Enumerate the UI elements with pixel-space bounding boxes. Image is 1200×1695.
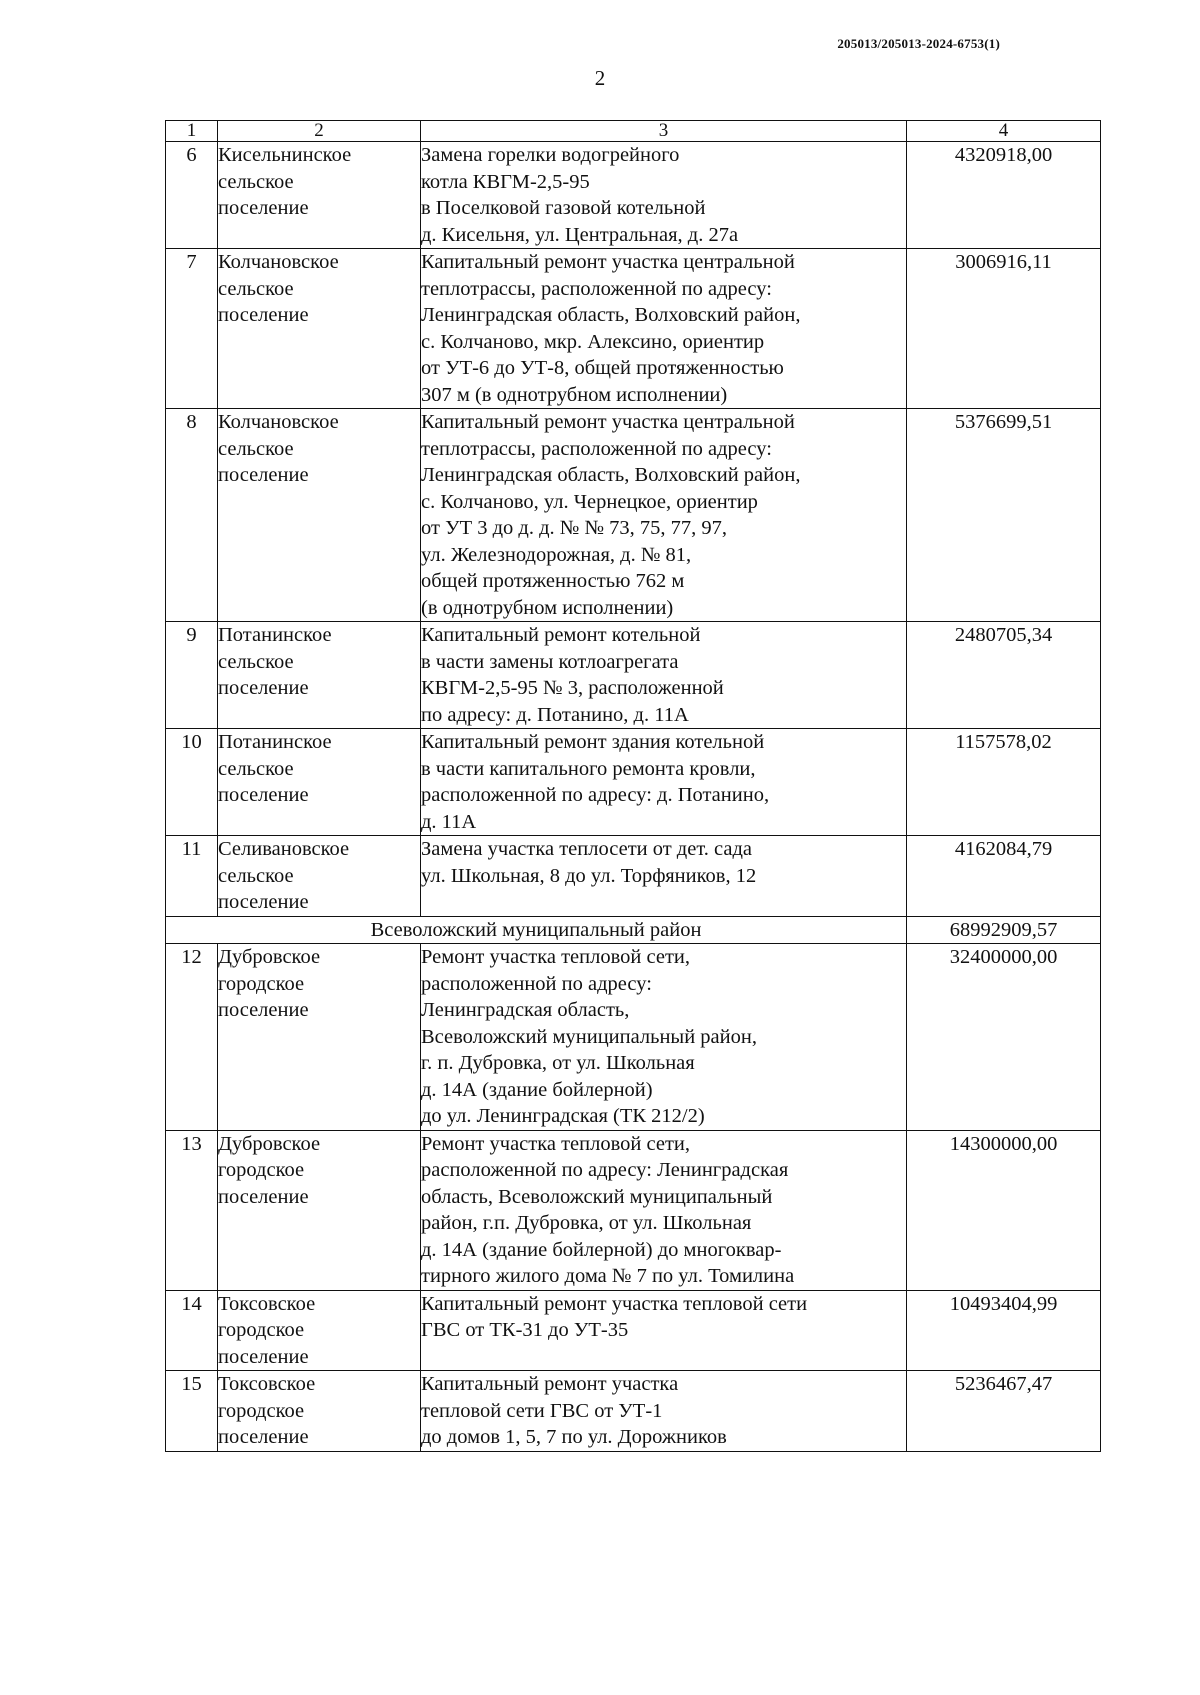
settlement-name: Потанинское сельское поселение (218, 729, 421, 836)
amount-value: 5236467,47 (907, 1371, 1101, 1452)
work-description: Капитальный ремонт участка тепловой сети ГВС от УТ-1 до домов 1, 5, 7 по ул. Дорожников (421, 1371, 907, 1452)
work-description: Капитальный ремонт котельной в части замены котлоагрегата КВГМ-2,5-95 № 3, расположенной по адресу: д. Потанино, д. 11А (421, 622, 907, 729)
work-description: Капитальный ремонт здания котельной в части капитального ремонта кровли, расположенной по адресу: д. Потанино, д. 11А (421, 729, 907, 836)
column-header-4: 4 (907, 121, 1101, 142)
column-header-1: 1 (166, 121, 218, 142)
table-row (166, 622, 1101, 729)
work-description: Замена горелки водогрейного котла КВГМ-2,5-95 в Поселковой газовой котельной д. Кисельня, ул. Центральная, д. 27а (421, 142, 907, 249)
amount-value: 3006916,11 (907, 249, 1101, 409)
amount-value: 5376699,51 (907, 409, 1101, 622)
row-number: 14 (166, 1290, 218, 1371)
amount-value: 1157578,02 (907, 729, 1101, 836)
page-number: 2 (594, 66, 606, 90)
district-subtotal-row (166, 916, 1101, 944)
column-header-2: 2 (218, 121, 421, 142)
row-number: 11 (166, 836, 218, 917)
header-row (166, 121, 1101, 142)
table-row (166, 1290, 1101, 1371)
table-row (166, 142, 1101, 249)
column-header-3: 3 (421, 121, 907, 142)
district-name: Всеволожский муниципальный район (166, 916, 907, 944)
table-body (166, 121, 1101, 1452)
table-row (166, 1371, 1101, 1452)
settlement-name: Селивановское сельское поселение (218, 836, 421, 917)
row-number: 15 (166, 1371, 218, 1452)
amount-value: 32400000,00 (907, 944, 1101, 1131)
row-number: 6 (166, 142, 218, 249)
settlement-name: Потанинское сельское поселение (218, 622, 421, 729)
table-row (166, 836, 1101, 917)
amount-value: 10493404,99 (907, 1290, 1101, 1371)
document-id: 205013/205013-2024-6753(1) (837, 36, 1000, 51)
table-row (166, 729, 1101, 836)
row-number: 10 (166, 729, 218, 836)
row-number: 9 (166, 622, 218, 729)
amount-value: 4162084,79 (907, 836, 1101, 917)
settlement-name: Колчановское сельское поселение (218, 249, 421, 409)
settlement-name: Токсовское городское поселение (218, 1371, 421, 1452)
amount-value: 4320918,00 (907, 142, 1101, 249)
row-number: 12 (166, 944, 218, 1131)
registry-table (165, 120, 1101, 1452)
table-row (166, 1130, 1101, 1290)
amount-value: 2480705,34 (907, 622, 1101, 729)
settlement-name: Кисельнинское сельское поселение (218, 142, 421, 249)
district-amount: 68992909,57 (907, 916, 1101, 944)
work-description: Капитальный ремонт участка тепловой сети ГВС от ТК-31 до УТ-35 (421, 1290, 907, 1371)
table-row (166, 944, 1101, 1131)
table-row (166, 409, 1101, 622)
work-description: Капитальный ремонт участка центральной теплотрассы, расположенной по адресу: Ленинградская область, Волховский район, с. Колчаново, ул. Чернецкое, ориентир от УТ 3 до д. д. № № 73, 75, 77, 97, ул. Железнодорожная, д. № 81, общей протяженностью 762 м (в однотрубном исполнении) (421, 409, 907, 622)
work-description: Ремонт участка тепловой сети, расположенной по адресу: Ленинградская область, Всеволожский муниципальный район, г.п. Дубровка, от ул. Школьная д. 14А (здание бойлерной) до многоквар- тирного жилого дома № 7 по ул. Томилина (421, 1130, 907, 1290)
work-description: Ремонт участка тепловой сети, расположенной по адресу: Ленинградская область, Всеволожский муниципальный район, г. п. Дубровка, от ул. Школьная д. 14А (здание бойлерной) до ул. Ленинградская (ТК 212/2) (421, 944, 907, 1131)
work-description: Капитальный ремонт участка центральной теплотрассы, расположенной по адресу: Ленинградская область, Волховский район, с. Колчаново, мкр. Алексино, ориентир от УТ-6 до УТ-8, общей протяженностью 307 м (в однотрубном исполнении) (421, 249, 907, 409)
settlement-name: Токсовское городское поселение (218, 1290, 421, 1371)
settlement-name: Дубровское городское поселение (218, 944, 421, 1131)
row-number: 13 (166, 1130, 218, 1290)
table-row (166, 249, 1101, 409)
settlement-name: Дубровское городское поселение (218, 1130, 421, 1290)
row-number: 7 (166, 249, 218, 409)
settlement-name: Колчановское сельское поселение (218, 409, 421, 622)
work-description: Замена участка теплосети от дет. сада ул. Школьная, 8 до ул. Торфяников, 12 (421, 836, 907, 917)
row-number: 8 (166, 409, 218, 622)
amount-value: 14300000,00 (907, 1130, 1101, 1290)
